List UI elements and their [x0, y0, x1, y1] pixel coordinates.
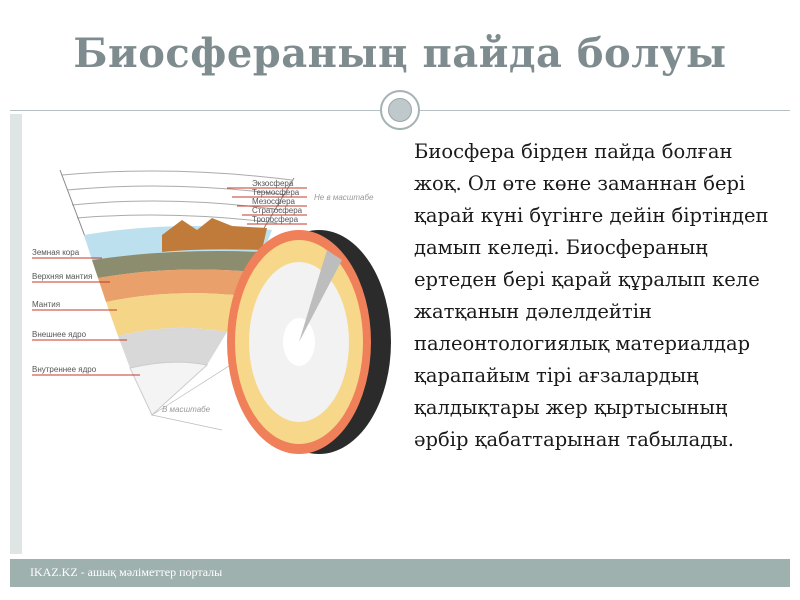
label-upper-mantle: Верхняя мантия: [32, 272, 93, 281]
label-not-to-scale: Не в масштабе: [314, 193, 374, 202]
label-mantle: Мантия: [32, 300, 61, 309]
label-to-scale: В масштабе: [162, 405, 211, 414]
label-crust: Земная кора: [32, 248, 80, 257]
footer-bar: [10, 559, 790, 587]
left-accent-band: [10, 114, 22, 554]
body-paragraph: Биосфера бірден пайда болған жоқ. Ол өте көне заманнан бері қарай күні бүгінге дейін біртіндеп дамып келеді. Биосфераның ертеден бері қарай құралып келе жатқанын дәлелдейтін палеонтологиялық материалдар қарапайым тірі ағзалардың қалдықтары жер қыртысының әрбір қабаттарынан табылады.: [414, 140, 769, 451]
earth-layers-diagram: [22, 160, 402, 460]
earth-cross-section: [227, 230, 391, 454]
slide-title: Биосфераның пайда болуы: [73, 30, 727, 77]
label-inner-core: Внутреннее ядро: [32, 365, 97, 374]
label-outer-core: Внешнее ядро: [32, 330, 87, 339]
label-stratosphere: Стратосфера: [252, 206, 303, 215]
label-mesosphere: Мезосфера: [252, 197, 295, 206]
earth-layers-figure: [22, 160, 402, 460]
divider-ornament-icon: [380, 90, 420, 130]
label-exosphere: Экзосфера: [252, 179, 294, 188]
footer-text: IKAZ.KZ - ашық мәліметтер порталы: [30, 565, 223, 579]
right-labels: [227, 179, 374, 224]
label-thermosphere: Термосфера: [252, 188, 300, 197]
atmosphere-arc: [77, 215, 277, 223]
label-troposphere: Тропосфера: [252, 215, 299, 224]
